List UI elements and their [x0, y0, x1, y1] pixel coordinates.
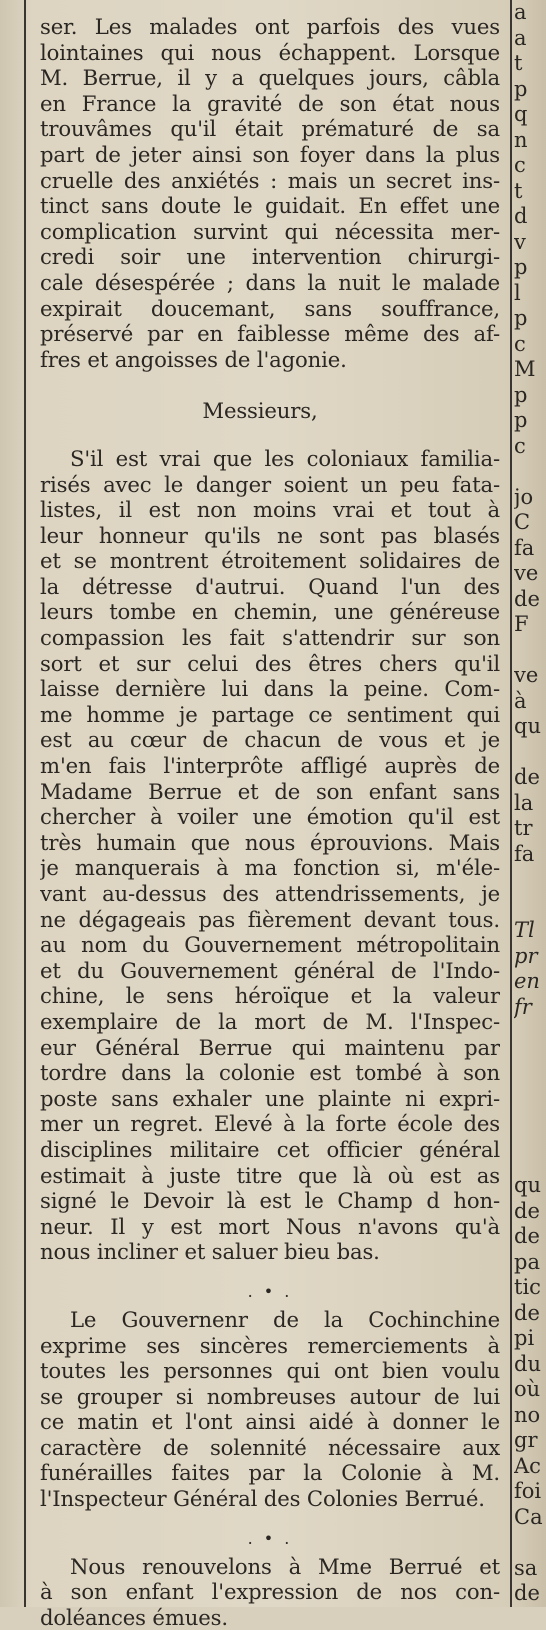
adjacent-fragment-line: de	[514, 1198, 540, 1223]
adjacent-fragment-line: v	[514, 229, 526, 254]
adjacent-fragment-line: fa	[514, 841, 535, 866]
adjacent-fragment-line: de	[514, 586, 540, 611]
adjacent-fragment-line: p	[514, 408, 528, 432]
adjacent-fragment-line	[514, 1530, 546, 1556]
adjacent-fragment-line	[514, 459, 546, 485]
adjacent-fragment-line: c	[514, 433, 526, 458]
column-rule-left	[24, 0, 26, 1607]
adjacent-fragment-line	[514, 893, 546, 919]
text-line: leur honneur qu'ils ne sont pas blasés	[40, 522, 500, 548]
adjacent-fragment-line: p	[514, 382, 528, 407]
adjacent-fragment-line	[514, 1071, 546, 1097]
text-line: et du Gouvernement général de l'Indo-	[40, 957, 500, 983]
text-line: doléances émues.	[40, 1604, 228, 1630]
text-line: sort et sur celui des êtres chers qu'il	[40, 650, 500, 676]
text-line: expirait doucemant, sans souffrance,	[40, 295, 500, 321]
text-line: signé le Devoir là est le Champ d hon-	[40, 1188, 500, 1214]
text-line: tinct sans doute le guidait. En effet une	[40, 193, 500, 219]
adjacent-fragment-line: fa	[514, 535, 535, 560]
adjacent-fragment-line: t	[514, 51, 523, 75]
adjacent-fragment-line: gr	[514, 1428, 538, 1452]
adjacent-fragment-line	[514, 1122, 546, 1148]
adjacent-fragment-line: p	[514, 255, 528, 279]
text-line: en France la gravité de son état nous	[40, 90, 500, 116]
paragraph-4	[40, 1554, 500, 1630]
text-line: disciplines militaire cet officier général	[40, 1136, 500, 1162]
text-line: toutes les personnes qui ont bien voulu	[40, 1358, 500, 1384]
adjacent-fragment-line: du	[514, 1351, 541, 1376]
text-line: très humain que nous éprouvions. Mais	[40, 829, 500, 855]
adjacent-fragment-line: pi	[514, 1326, 535, 1350]
text-line: M. Berrue, il y a quelques jours, câbla	[40, 65, 500, 91]
adjacent-fragment-line: de	[514, 765, 540, 789]
text-line: lointaines qui nous échappent. Lorsque	[40, 39, 500, 65]
text-line: préservé par en faiblesse même des af-	[40, 321, 500, 347]
column-rule-right	[510, 0, 512, 1607]
text-line: au nom du Gouvernement métropolitain	[40, 932, 500, 958]
adjacent-fragment-line	[514, 638, 546, 664]
text-line: tordre dans la colonie est tombé à son	[40, 1060, 500, 1086]
adjacent-fragment-line: pa	[514, 1249, 540, 1274]
text-line: caractère de solennité nécessaire aux	[40, 1434, 500, 1460]
text-line: leurs tombe en chemin, une généreuse	[40, 599, 500, 625]
text-line: estimait à juste titre que là où est as	[40, 1162, 500, 1188]
adjacent-fragment-line: Tl	[514, 918, 535, 942]
text-line: vant au-dessus des attendrissements, je	[40, 881, 500, 906]
text-line: funérailles faites par la Colonie à M.	[40, 1460, 500, 1486]
salutation-heading: Messieurs,	[202, 398, 318, 424]
adjacent-fragment-line: c	[514, 153, 526, 177]
article-column	[40, 14, 500, 1630]
adjacent-fragment-line: en	[514, 969, 540, 993]
text-line: mer un regret. Elevé à la forte école des	[40, 1111, 500, 1137]
adjacent-fragment-line: C	[514, 510, 531, 534]
adjacent-fragment-line: n	[514, 127, 528, 152]
text-line: à son enfant l'expression de nos con-	[40, 1579, 500, 1605]
adjacent-fragment-line	[514, 740, 546, 766]
paragraph-1	[40, 14, 500, 372]
text-line: compassion les fait s'attendrir sur son	[40, 625, 500, 651]
adjacent-column-fragment	[514, 0, 546, 1607]
adjacent-fragment-line: p	[514, 306, 528, 330]
text-line: neur. Il y est mort Nous n'avons qu'à	[40, 1213, 500, 1239]
text-line: la détresse d'autrui. Quand l'un des	[40, 573, 500, 599]
text-line: l'Inspecteur Général des Colonies Berrué.	[40, 1486, 485, 1512]
text-line: Le Gouvernenr de la Cochinchine	[70, 1306, 500, 1332]
adjacent-fragment-line: qu	[514, 714, 541, 738]
adjacent-fragment-line	[514, 1020, 546, 1046]
text-line: ser. Les malades ont parfois des vues	[40, 14, 500, 39]
text-line: exemplaire de la mort de M. l'Inspec-	[40, 1008, 500, 1034]
text-line: fres et angoisses de l'agonie.	[40, 346, 347, 372]
adjacent-fragment-line	[514, 1097, 546, 1123]
text-line: part de jeter ainsi son foyer dans la plus	[40, 141, 500, 167]
adjacent-fragment-line: qu	[514, 1173, 541, 1197]
adjacent-fragment-line: p	[514, 76, 528, 101]
adjacent-fragment-line: pr	[514, 943, 538, 968]
adjacent-fragment-line: t	[514, 178, 523, 203]
text-line: et se montrent étroitement solidaires de	[40, 548, 500, 574]
text-line: poste sans exhaler une plainte ni expri-	[40, 1085, 500, 1111]
text-line: exprime ses sincères remerciements à	[40, 1332, 500, 1358]
adjacent-fragment-line: la	[514, 790, 534, 815]
adjacent-fragment-line: c	[514, 331, 526, 356]
adjacent-fragment-line: ve	[514, 561, 539, 585]
adjacent-fragment-line: d	[514, 204, 528, 228]
text-line: se grouper si nombreuses autour de lui	[40, 1383, 500, 1409]
adjacent-fragment-line: de	[514, 1224, 540, 1248]
adjacent-fragment-line: F	[514, 612, 529, 636]
text-line: credi soir une intervention chirurgi-	[40, 244, 500, 270]
adjacent-fragment-line: q	[514, 102, 528, 126]
text-line: chercher à voiler une émotion qu'il est	[40, 804, 500, 830]
text-line: laisse dernière lui dans la peine. Com-	[40, 676, 500, 702]
text-line: eur Général Berrue qui maintenu par	[40, 1034, 500, 1060]
adjacent-fragment-line: jo	[514, 484, 534, 509]
text-line: est au cœur de chacun de vous et je	[40, 727, 500, 753]
adjacent-fragment-line: à	[514, 688, 527, 713]
text-line: ne dégageais pas fièrement devant tous.	[40, 906, 500, 932]
text-line: listes, il est non moins vrai et tout à	[40, 497, 500, 523]
adjacent-fragment-line: où	[514, 1377, 541, 1401]
adjacent-fragment-line: Ac	[514, 1453, 541, 1478]
adjacent-fragment-line: no	[514, 1402, 541, 1427]
adjacent-fragment-line: a	[514, 0, 527, 24]
text-line: je manquerais à ma fonction si, m'éle-	[40, 855, 500, 881]
text-line: ce matin et l'ont ainsi aidé à donner le	[40, 1409, 500, 1435]
adjacent-fragment-line: de	[514, 1300, 540, 1325]
adjacent-fragment-line: foi	[514, 1479, 542, 1503]
adjacent-fragment-line: M	[514, 357, 536, 381]
text-line: risés avec le danger soient un peu fata-	[40, 471, 500, 497]
text-line: nous incliner et saluer bieu bas.	[40, 1239, 380, 1265]
adjacent-fragment-line: tr	[514, 816, 533, 840]
text-line: S'il est vrai que les coloniaux familia-	[70, 445, 500, 471]
text-line: trouvâmes qu'il était prématuré de sa	[40, 116, 500, 142]
paragraph-3	[40, 1307, 500, 1512]
section-separator-2: . • .	[247, 1528, 293, 1548]
adjacent-fragment-line	[514, 1148, 546, 1174]
paragraph-2	[40, 446, 500, 1265]
text-line: complication survint qui nécessita mer-	[40, 218, 500, 244]
adjacent-fragment-line	[514, 1046, 546, 1072]
adjacent-fragment-line: a	[514, 25, 527, 50]
section-separator-1: . • .	[247, 1281, 293, 1301]
text-line: Nous renouvelons à Mme Berrué et	[70, 1553, 500, 1579]
text-line: cale désespérée ; dans la nuit le malade	[40, 269, 500, 295]
adjacent-fragment-line: sa	[514, 1555, 538, 1580]
text-line: me homme je partage ce sentiment qui	[40, 701, 500, 727]
adjacent-fragment-line: ve	[514, 663, 539, 687]
adjacent-fragment-line: Ca	[514, 1504, 543, 1529]
text-line: Madame Berrue et de son enfant sans	[40, 778, 500, 804]
adjacent-fragment-line: tic	[514, 1275, 541, 1299]
adjacent-fragment-line	[514, 867, 546, 893]
text-line: cruelle des anxiétés : mais un secret ins-	[40, 167, 500, 193]
adjacent-fragment-line: fr	[514, 994, 532, 1019]
text-line: chine, le sens héroïque et la valeur	[40, 983, 500, 1009]
text-line: m'en fais l'interprôte affligé auprès de	[40, 753, 500, 779]
adjacent-fragment-line: de	[514, 1581, 540, 1605]
adjacent-fragment-line: l	[514, 280, 521, 305]
